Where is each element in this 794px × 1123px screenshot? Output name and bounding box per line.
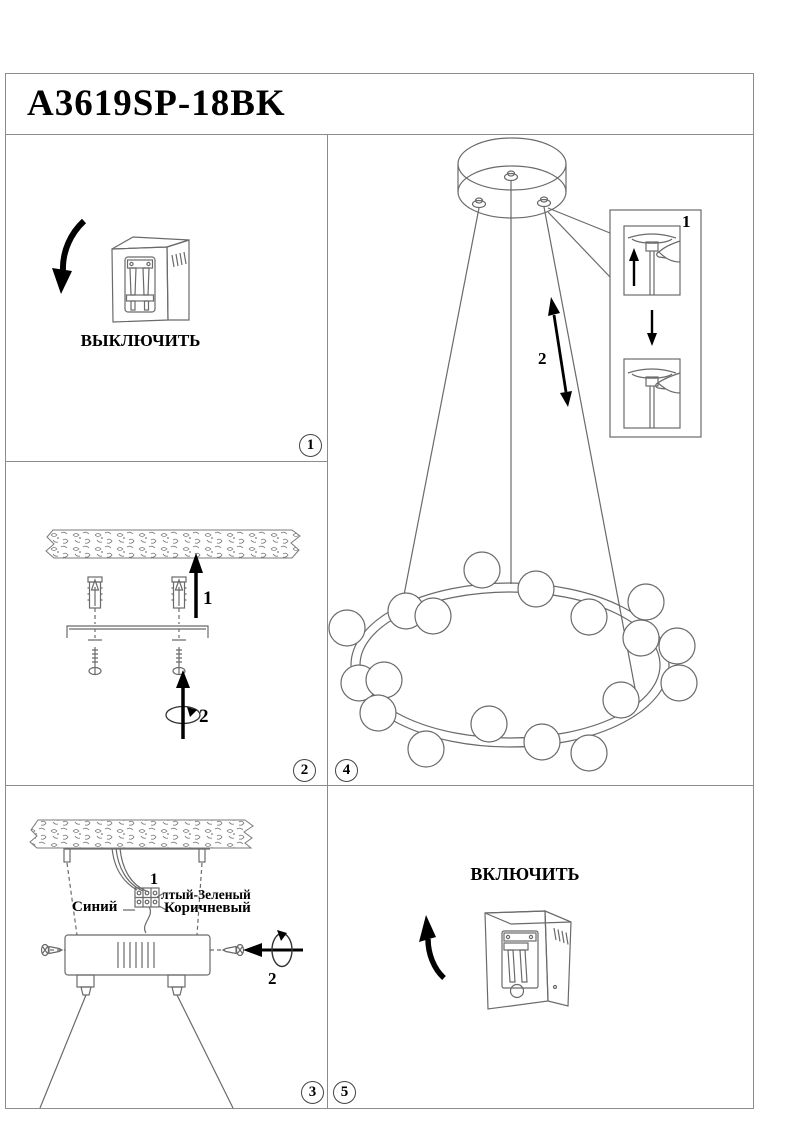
glass-ball bbox=[659, 628, 695, 664]
glass-ball bbox=[408, 731, 444, 767]
step3-callout-2: 2 bbox=[268, 969, 277, 988]
cable-gland bbox=[473, 198, 486, 208]
step2-callout-1: 1 bbox=[203, 588, 213, 609]
glass-ball bbox=[518, 571, 554, 607]
ceiling-slab bbox=[30, 820, 253, 848]
rotate-arrow-icon bbox=[243, 930, 303, 967]
glass-ball bbox=[661, 665, 697, 701]
panel-number-3-text: 3 bbox=[308, 1084, 317, 1100]
side-screw-icon bbox=[223, 945, 244, 956]
wall-anchor-icon bbox=[172, 577, 187, 608]
glass-ball bbox=[571, 599, 607, 635]
step3-drawing bbox=[5, 785, 327, 1108]
wire-label-blue: Синий bbox=[72, 899, 118, 915]
glass-ball bbox=[603, 682, 639, 718]
panel-number-4-text: 4 bbox=[342, 762, 351, 778]
wall-anchor-icon bbox=[88, 577, 103, 608]
screw-icon bbox=[89, 647, 101, 675]
terminal-block bbox=[135, 888, 159, 907]
step5-label: ВКЛЮЧИТЬ bbox=[470, 864, 580, 884]
canopy-plate bbox=[65, 935, 210, 995]
step4-callout-2: 2 bbox=[538, 349, 547, 368]
cable-lock-release-detail bbox=[628, 234, 680, 295]
mounting-bracket-icon bbox=[64, 849, 210, 862]
screw-icon bbox=[173, 647, 185, 675]
inset-detail-box bbox=[610, 210, 701, 437]
cable-gland bbox=[538, 197, 551, 207]
panel-number-3 bbox=[301, 1081, 324, 1104]
step1-label: ВЫКЛЮЧИТЬ bbox=[80, 331, 201, 350]
panel-number-1 bbox=[299, 434, 322, 457]
alignment-dashes bbox=[95, 608, 179, 624]
power-cable bbox=[145, 907, 151, 933]
panel-number-1-text: 1 bbox=[306, 437, 315, 453]
glass-ball bbox=[524, 724, 560, 760]
mounting-bracket-icon bbox=[67, 626, 208, 638]
glass-ball bbox=[464, 552, 500, 588]
panel-number-2 bbox=[293, 759, 316, 782]
step2-callout-2: 2 bbox=[199, 706, 209, 727]
down-arrow-icon bbox=[647, 310, 657, 346]
step5-drawing bbox=[327, 785, 753, 1108]
glass-ball bbox=[623, 620, 659, 656]
panel-number-2-text: 2 bbox=[300, 762, 309, 778]
glass-ball bbox=[329, 610, 365, 646]
rotate-screw-arrow-icon bbox=[166, 670, 200, 739]
glass-ball bbox=[471, 706, 507, 742]
glass-ball bbox=[571, 735, 607, 771]
suspension-cable bbox=[40, 995, 233, 1108]
step4-callout-1: 1 bbox=[682, 212, 691, 231]
wire-label-yellow-green: лтый-Зеленый bbox=[161, 887, 251, 902]
step3-callout-1: 1 bbox=[150, 871, 158, 888]
step1-drawing bbox=[5, 134, 327, 461]
circuit-breaker-box-icon bbox=[112, 237, 189, 322]
cable-lock-press-detail bbox=[628, 369, 680, 428]
glass-ball bbox=[415, 598, 451, 634]
ceiling-slab bbox=[46, 530, 300, 558]
panel-number-5 bbox=[333, 1081, 356, 1104]
glass-ball bbox=[360, 695, 396, 731]
panel-number-4 bbox=[335, 759, 358, 782]
inset-leader-lines bbox=[548, 208, 610, 277]
curved-arrow-up-icon bbox=[419, 915, 444, 978]
circuit-breaker-box-icon bbox=[485, 911, 571, 1009]
wires bbox=[112, 848, 149, 892]
glass-ball bbox=[628, 584, 664, 620]
up-arrow-icon bbox=[189, 553, 203, 618]
curved-arrow-down-icon bbox=[52, 221, 84, 294]
model-number: A3619SP-18BK bbox=[27, 83, 286, 124]
step2-drawing bbox=[5, 461, 327, 785]
height-adjust-arrow-icon bbox=[548, 297, 572, 407]
glass-ball bbox=[366, 662, 402, 698]
cable-gland bbox=[505, 171, 518, 181]
alignment-dashes bbox=[95, 629, 179, 638]
panel-number-5-text: 5 bbox=[340, 1084, 349, 1100]
lamp-canopy bbox=[458, 138, 566, 218]
wire-label-brown: Коричневый bbox=[164, 900, 251, 916]
